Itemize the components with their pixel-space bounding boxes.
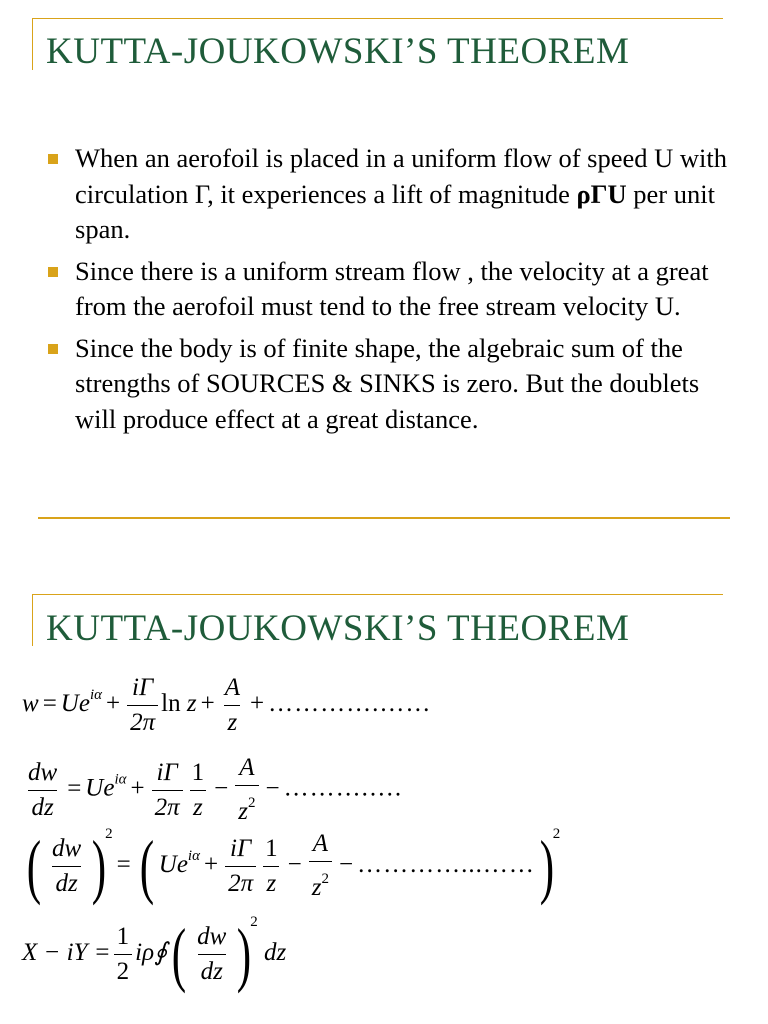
eq-fraction (194, 922, 229, 987)
bullet-list (44, 141, 734, 443)
eq-num: 1 (265, 834, 278, 862)
eq-den: z (190, 790, 206, 823)
eq-var: U (158, 851, 177, 878)
equation-1: $w = Ue^{i\alpha}$ + $\frac{i\Gamma}{2\pi}$ ln z + $\frac{A}{z}$ + ………….…… (22, 674, 432, 736)
eq-den: z (263, 866, 279, 899)
eq-var: e (78, 690, 90, 718)
eq-den: z (224, 705, 240, 738)
eq-exponent: 2 (321, 871, 329, 888)
eq-paren: ) (237, 914, 252, 995)
bullet-item-3 (44, 331, 734, 438)
slide-2 (0, 590, 768, 1024)
bullet-item-1 (44, 141, 734, 248)
eq-num: dw (51, 834, 82, 862)
eq-den: dz (52, 866, 80, 899)
eq-num: 1 (191, 758, 205, 786)
eq-var: z (311, 874, 322, 902)
eq-var: U (85, 774, 104, 802)
eq-fraction (262, 834, 281, 899)
bullet-square-icon (48, 267, 58, 277)
eq-num: A (239, 754, 255, 781)
eq-paren: ( (139, 826, 154, 907)
eq-fraction (49, 834, 84, 899)
eq-den: dz (198, 954, 226, 987)
title-rule (32, 594, 723, 595)
eq-ellipsis: ………….…… (268, 690, 432, 718)
eq-paren: ) (91, 826, 107, 907)
slide-title: KUTTA-JOUKOWSKI’S THEOREM (46, 608, 630, 649)
eq-den: 2π (127, 705, 158, 738)
eq-exponent: 2 (248, 795, 256, 811)
eq-num: iΓ (156, 758, 178, 786)
eq-num: dw (28, 758, 58, 786)
eq-exponent: 2 (552, 826, 561, 842)
eq-num: iΓ (132, 674, 154, 701)
eq-var: z (238, 798, 248, 825)
eq-paren: ( (171, 914, 187, 995)
slide-bottom-rule (38, 517, 730, 519)
eq-paren: ( (26, 826, 42, 907)
eq-den (235, 785, 258, 827)
eq-fraction (222, 673, 243, 738)
eq-var: dz (264, 939, 287, 966)
eq-exponent: iα (187, 848, 200, 864)
eq-var: w (22, 690, 39, 718)
eq-fraction (225, 834, 256, 899)
eq-ellipsis: …………...…… (357, 851, 535, 878)
eq-fraction (114, 922, 133, 987)
eq-fraction (25, 758, 60, 823)
eq-fraction (127, 673, 158, 738)
eq-fraction (152, 758, 183, 823)
bullet-bold-text: ρΓU (576, 178, 627, 209)
eq-den (309, 861, 332, 903)
bullet-text: When an aerofoil is placed in a uniform flow of speed U with circulation Γ, it experiences a lift of magnitude (75, 143, 727, 209)
eq-den: 2 (114, 954, 133, 987)
equation-2: $\frac{dw}{dz}$ = $Ue^{i\alpha}$ + $\frac{i\Gamma}{2\pi}$ $\frac{1}{z}$ − $\frac{A}{z^2}$ − ……….…. (22, 753, 402, 827)
eq-lhs: X − iY = (22, 939, 111, 966)
eq-num: A (312, 830, 328, 858)
title-rule (32, 18, 723, 19)
bullet-text-end: per unit span. (75, 178, 715, 244)
eq-num: iΓ (230, 834, 252, 862)
eq-fraction (189, 758, 208, 823)
eq-exponent: 2 (250, 914, 258, 930)
eq-var: e (176, 851, 188, 878)
eq-fraction (309, 829, 332, 903)
equation-3: ( $\frac{dw}{dz}$ )$^2$= ( $Ue^{i\alpha}$ + $\frac{i\Gamma}{2\pi}$ $\frac{1}{z}$ − $\frac{A}{z^2}$ − …………...……)$^2$ (26, 826, 561, 907)
eq-num: 1 (116, 922, 130, 950)
eq-paren: ) (539, 826, 554, 907)
eq-var: U (60, 690, 79, 718)
eq-exponent: 2 (105, 826, 113, 842)
title-accent-bar (32, 18, 33, 70)
eq-func: ln (161, 690, 181, 718)
eq-ellipsis: ……….…. (283, 774, 403, 802)
bullet-text: Since the body is of finite shape, the algebraic sum of the strengths of SOURCES & SINKS is zero. But the doublets will produce effect at a great distance. (75, 332, 700, 434)
bullet-item-2 (44, 254, 734, 325)
eq-den: dz (28, 790, 56, 823)
bullet-text: Since there is a uniform stream flow , the velocity at a great from the aerofoil must tend to the free stream velocity U. (75, 255, 709, 321)
eq-exponent: iα (114, 771, 127, 788)
equation-4 (22, 914, 287, 995)
eq-den: 2π (152, 790, 183, 823)
bullet-square-icon (48, 344, 58, 354)
eq-fraction (235, 753, 258, 827)
eq-num: A (224, 674, 240, 701)
bullet-square-icon (48, 154, 58, 164)
eq-var: e (103, 774, 115, 802)
eq-integral: iρ∮ (135, 939, 168, 966)
eq-den: 2π (225, 866, 256, 899)
slide-title: KUTTA-JOUKOWSKI’S THEOREM (46, 31, 630, 72)
eq-exponent: iα (89, 687, 103, 704)
eq-var: z (186, 690, 197, 718)
title-accent-bar (32, 594, 33, 646)
eq-num: dw (197, 922, 227, 950)
